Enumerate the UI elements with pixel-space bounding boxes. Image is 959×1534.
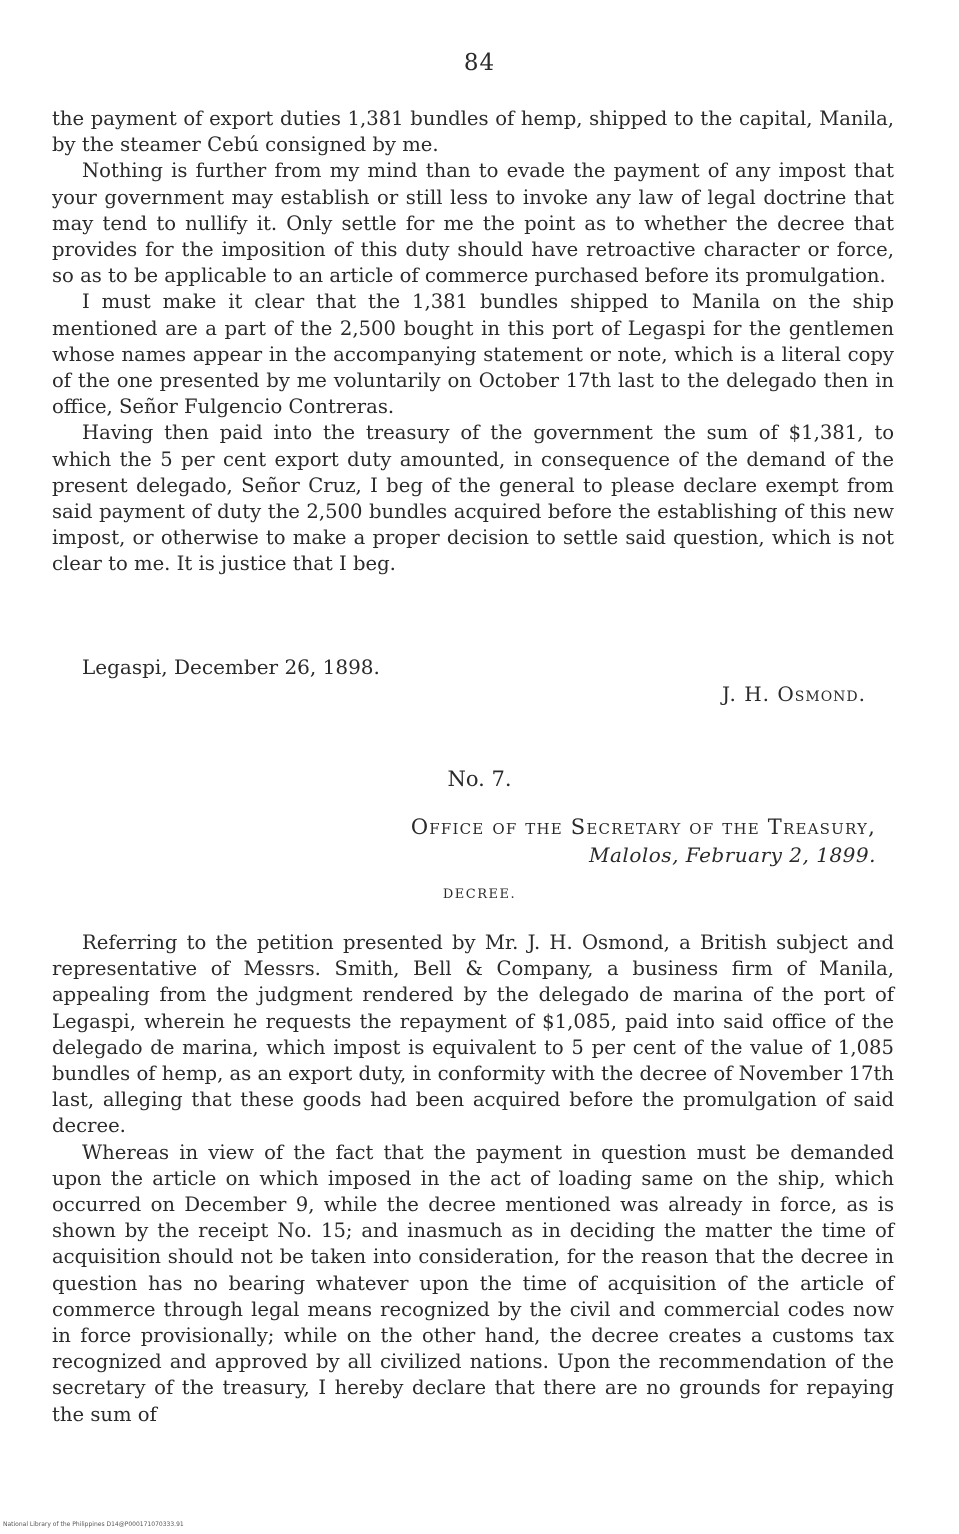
letter-paragraph: the payment of export duties 1,381 bundles of hemp, shipped to the capital, Manila, by the steamer Cebú consigned by me. [52,107,894,157]
letter-date-line: Legaspi, December 26, 1898. [82,655,380,679]
decree-label: DECREE. [442,887,517,902]
footer-credit: National Library of the Philippines D14@P000171070333.91 [3,1521,184,1528]
decree-paragraph: Whereas in view of the fact that the payment in question must be demanded upon the article on which imposed in the act of loading same on the ship, which occurred on December 9, while the decree mentioned was already in force, as is shown by the receipt No. 15; and inasmuch as in deciding the matter the time of acquisition should not be taken into consideration, for the reason that the decree in question has no bearing whatever upon the time of acquisition of the article of commerce through legal means recognized by the civil and commercial codes now in force provisionally; while on the other hand, the decree creates a customs tax recognized and approved by all civilized nations. Upon the recommendation of the secretary of the treasury, I hereby declare that there are no grounds for repaying the sum of [52,1140,894,1426]
decree-body [52,930,894,1428]
page-number: 84 [463,50,496,76]
office-heading: Office of the Secretary of the Treasury, [410,815,876,839]
letter-signature: J. H. Osmond. [722,682,866,706]
letter-paragraph: I must make it clear that the 1,381 bundles shipped to Manila on the ship mentioned are a part of the 2,500 bought in this port of Legaspi for the gentlemen whose names appear in the accompanying statement or note, which is a literal copy of the one presented by me voluntarily on October 17th last to the delegado then in office, Señor Fulgencio Contreras. [52,290,894,419]
place-date: Malolos, February 2, 1899. [589,843,876,867]
letter-body [52,106,894,578]
document-number: No. 7. [447,767,512,791]
letter-paragraph: Having then paid into the treasury of the government the sum of $1,381, to which the 5 per cent export duty amounted, in consequence of the demand of the present delegado, Señor Cruz, I beg of the general to please declare exempt from said payment of duty the 2,500 bundles acquired before the establishing of this new impost, or otherwise to make a proper decision to settle said question, which is not clear to me. It is justice that I beg. [52,421,894,576]
letter-paragraph: Nothing is further from my mind than to evade the payment of any impost that your government may establish or still less to invoke any law of legal doctrine that may tend to nullify it. Only settle for me the point as to whether the decree that provides for the imposition of this duty should have retroactive character or force, so as to be applicable to an article of commerce purchased before its promulgation. [52,159,894,288]
decree-paragraph: Referring to the petition presented by Mr. J. H. Osmond, a British subject and representative of Messrs. Smith, Bell & Company, a business firm of Manila, appealing from the judgment rendered by the delegado de marina of the port of Legaspi, wherein he requests the repayment of $1,085, paid into said office of the delegado de marina, which impost is equivalent to 5 per cent of the value of 1,085 bundles of hemp, as an export duty, in conformity with the decree of November 17th last, alleging that these goods had been acquired before the promulgation of said decree. [52,931,894,1138]
